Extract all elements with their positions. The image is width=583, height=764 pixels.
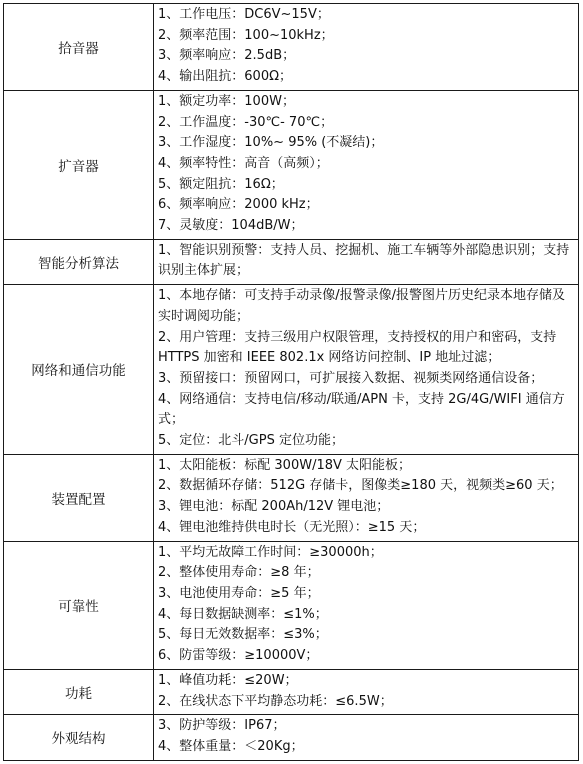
spec-item: 4、每日数据缺测率：≤1%； (158, 606, 328, 622)
category-cell: 功耗 (4, 669, 154, 714)
spec-item: 4、锂电池维持供电时长（无光照）：≥15 天； (158, 519, 426, 535)
spec-item: 5、额定阻抗：16Ω； (158, 176, 284, 192)
spec-item: 2、数据循环存储：512G 存储卡，图像类≥180 天，视频类≥60 天； (158, 478, 563, 494)
spec-row (4, 715, 579, 760)
spec-item: 4、输出阻抗：600Ω； (158, 69, 293, 85)
spec-item: 1、平均无故障工作时间：≥30000h； (158, 544, 383, 560)
spec-row (4, 285, 579, 455)
spec-row (4, 4, 579, 91)
spec-item: 3、锂电池：标配 200Ah/12V 锂电池； (158, 499, 390, 515)
spec-item: 2、整体使用寿命：≥8 年； (158, 565, 320, 581)
category-cell: 网络和通信功能 (4, 285, 154, 455)
spec-item: 6、防雷等级：≥10000V； (158, 648, 319, 664)
spec-item: 6、频率响应：2000 kHz； (158, 197, 319, 213)
spec-item: 2、在线状态下平均静态功耗：≤6.5W； (158, 693, 393, 709)
spec-row (4, 669, 579, 714)
items-cell (154, 541, 579, 669)
spec-item: 4、整体重量：＜20Kg； (158, 738, 304, 754)
spec-item: 5、每日无效数据率：≤3%； (158, 627, 328, 643)
spec-item: 7、灵敏度：104dB/W； (158, 218, 304, 234)
spec-item: 2、频率范围：100~10kHz； (158, 27, 334, 43)
category-cell: 外观结构 (4, 715, 154, 760)
spec-item: 3、工作湿度：10%~ 95% (不凝结)； (158, 135, 384, 151)
spec-item: 3、电池使用寿命：≥5 年； (158, 585, 320, 601)
spec-row (4, 239, 579, 284)
spec-row (4, 541, 579, 669)
items-cell (154, 239, 579, 284)
spec-item: 4、网络通信：支持电信/移动/联通/APN 卡，支持 2G/4G/WIFI 通信方式； (158, 391, 565, 428)
spec-item: 1、本地存储：可支持手动录像/报警录像/报警图片历史纪录本地存储及实时调阅功能； (158, 288, 566, 324)
items-cell (154, 90, 579, 239)
spec-item: 1、智能识别预警：支持人员、挖掘机、施工车辆等外部隐患识别；支持识别主体扩展； (158, 242, 570, 279)
spec-table-body (4, 4, 579, 761)
spec-row (4, 454, 579, 541)
items-cell (154, 285, 579, 455)
spec-item: 2、工作温度：-30℃- 70℃； (158, 114, 334, 130)
spec-table (3, 3, 579, 761)
category-cell: 可靠性 (4, 541, 154, 669)
spec-item: 3、预留接口：预留网口，可扩展接入数据、视频类网络通信设备； (158, 370, 544, 386)
items-cell (154, 669, 579, 714)
category-cell: 智能分析算法 (4, 239, 154, 284)
items-cell (154, 715, 579, 760)
category-cell: 扩音器 (4, 90, 154, 239)
spec-item: 3、防护等级：IP67； (158, 718, 286, 734)
spec-item: 1、峰值功耗：≤20W； (158, 672, 298, 688)
spec-item: 2、用户管理：支持三级用户权限管理，支持授权的用户和密码，支持 HTTPS 加密和 IEEE 802.1x 网络访问控制、IP 地址过滤； (158, 329, 557, 366)
spec-item: 5、定位：北斗/GPS 定位功能； (158, 433, 344, 449)
spec-row (4, 90, 579, 239)
category-cell: 装置配置 (4, 454, 154, 541)
spec-item: 3、频率响应：2.5dB； (158, 48, 296, 64)
spec-item: 4、频率特性：高音（高频）； (158, 155, 329, 171)
spec-item: 1、额定功率：100W； (158, 93, 295, 109)
spec-item: 1、工作电压：DC6V~15V； (158, 7, 330, 22)
items-cell (154, 4, 579, 91)
category-cell: 拾音器 (4, 4, 154, 91)
items-cell (154, 454, 579, 541)
spec-item: 1、太阳能板：标配 300W/18V 太阳能板； (158, 457, 412, 473)
